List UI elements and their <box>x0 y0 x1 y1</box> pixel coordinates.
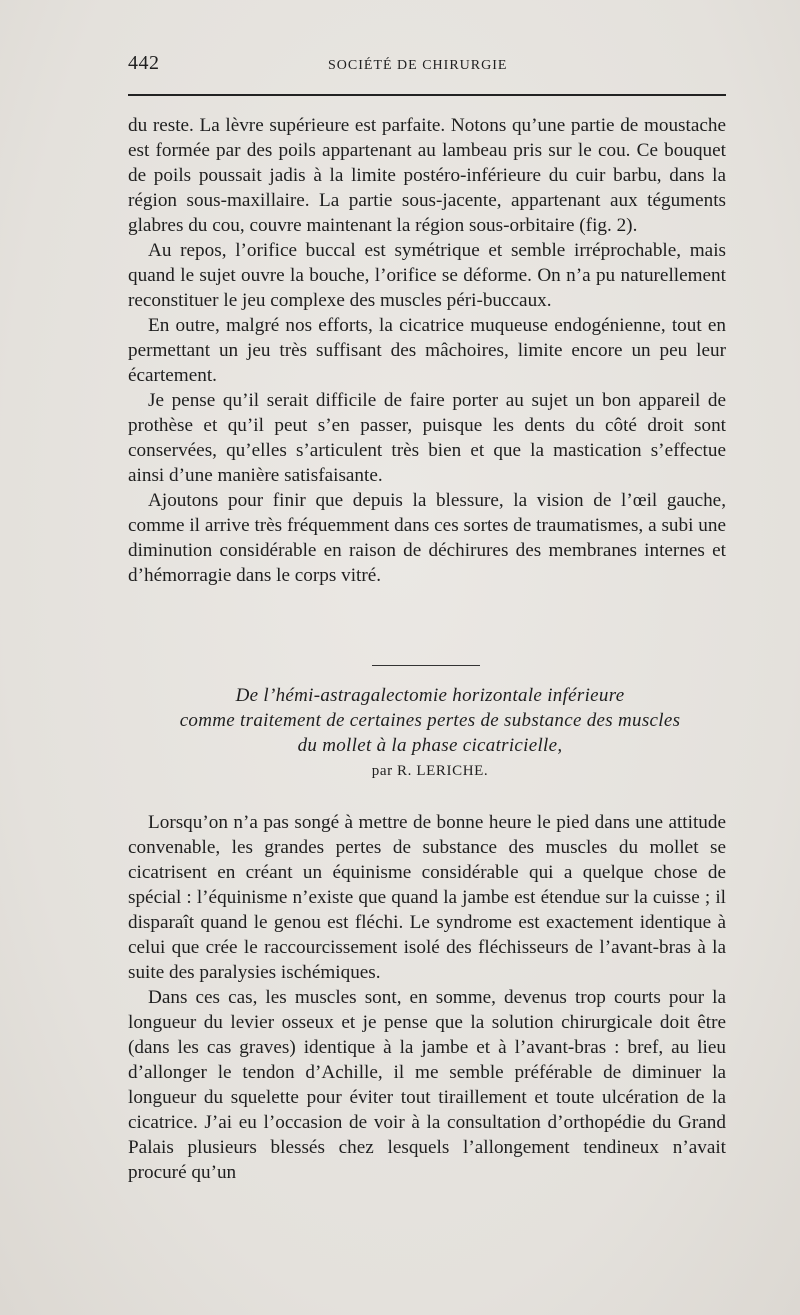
section-divider <box>372 665 480 666</box>
page-number: 442 <box>128 52 160 74</box>
paragraph: du reste. La lèvre supérieure est parfaite. Notons qu’une partie de moustache est formée par des poils appartenant au lambeau pris sur le cou. Ce bouquet de poils poussait jadis à la limite postéro-inférieure du cuir barbu, dans la région sous-maxillaire. La partie sous-jacente, appartenant aux téguments glabres du cou, couvre maintenant la région sous-orbitaire (fig. 2). <box>128 115 726 236</box>
article-title-line: du mollet à la phase cicatricielle, <box>297 735 563 756</box>
paragraph: Je pense qu’il serait difficile de faire porter au sujet un bon appareil de prothèse et qu’il peut s’en passer, puisque les dents du côté droit sont conservées, qu’elles s’articulent très bien et que la mastication s’effectue ainsi d’une manière satisfaisante. <box>128 390 726 486</box>
article-title-line: De l’hémi-astragalectomie horizontale inférieure <box>235 685 625 706</box>
paragraph: En outre, malgré nos efforts, la cicatrice muqueuse endogénienne, tout en permettant un jeu très suffisant des mâchoires, limite encore un peu leur écartement. <box>128 315 726 386</box>
paragraph: Au repos, l’orifice buccal est symétrique et semble irréprochable, mais quand le sujet ouvre la bouche, l’orifice se déforme. On n’a pu naturellement reconstituer le jeu complexe des muscles péri-buccaux. <box>128 240 726 311</box>
article-title-line: comme traitement de certaines pertes de substance des muscles <box>179 710 681 731</box>
paragraph: Ajoutons pour finir que depuis la blessure, la vision de l’œil gauche, comme il arrive très fréquemment dans ces sortes de traumatismes, a subi une diminution considérable en raison de déchirures des membranes internes et d’hémorragie dans le corps vitré. <box>128 490 726 586</box>
article-title <box>110 683 750 758</box>
top-text-block <box>128 113 726 588</box>
paragraph: Dans ces cas, les muscles sont, en somme, devenus trop courts pour la longueur du levier osseux et je pense que la solution chirurgicale doit être (dans les cas graves) identique à la jambe et à l’avant-bras : bref, au lieu d’allonger le tendon d’Achille, il me semble préférable de diminuer la longueur du squelette pour éviter tout tiraillement et toute ulcération de la cicatrice. J’ai eu l’occasion de voir à la consultation d’orthopédie du Grand Palais plusieurs blessés chez lesquels l’allongement tendineux n’avait procuré qu’un <box>128 987 726 1183</box>
running-title: SOCIÉTÉ DE CHIRURGIE <box>328 58 508 73</box>
paragraph: Lorsqu’on n’a pas songé à mettre de bonne heure le pied dans une attitude convenable, les grandes pertes de substance des muscles du mollet se cicatrisent en créant un équinisme considérable qui a quelque chose de spécial : l’équinisme n’existe que quand la jambe est étendue sur la cuisse ; il disparaît quand le genou est fléchi. Le syndrome est exactement identique à celui que crée le raccourcissement isolé des fléchisseurs de l’avant-bras à la suite des paralysies ischémiques. <box>128 812 726 983</box>
header-rule <box>128 94 726 96</box>
article-byline: par R. LERICHE. <box>371 763 489 779</box>
page-header <box>128 52 728 82</box>
bottom-text-block <box>128 810 726 1185</box>
